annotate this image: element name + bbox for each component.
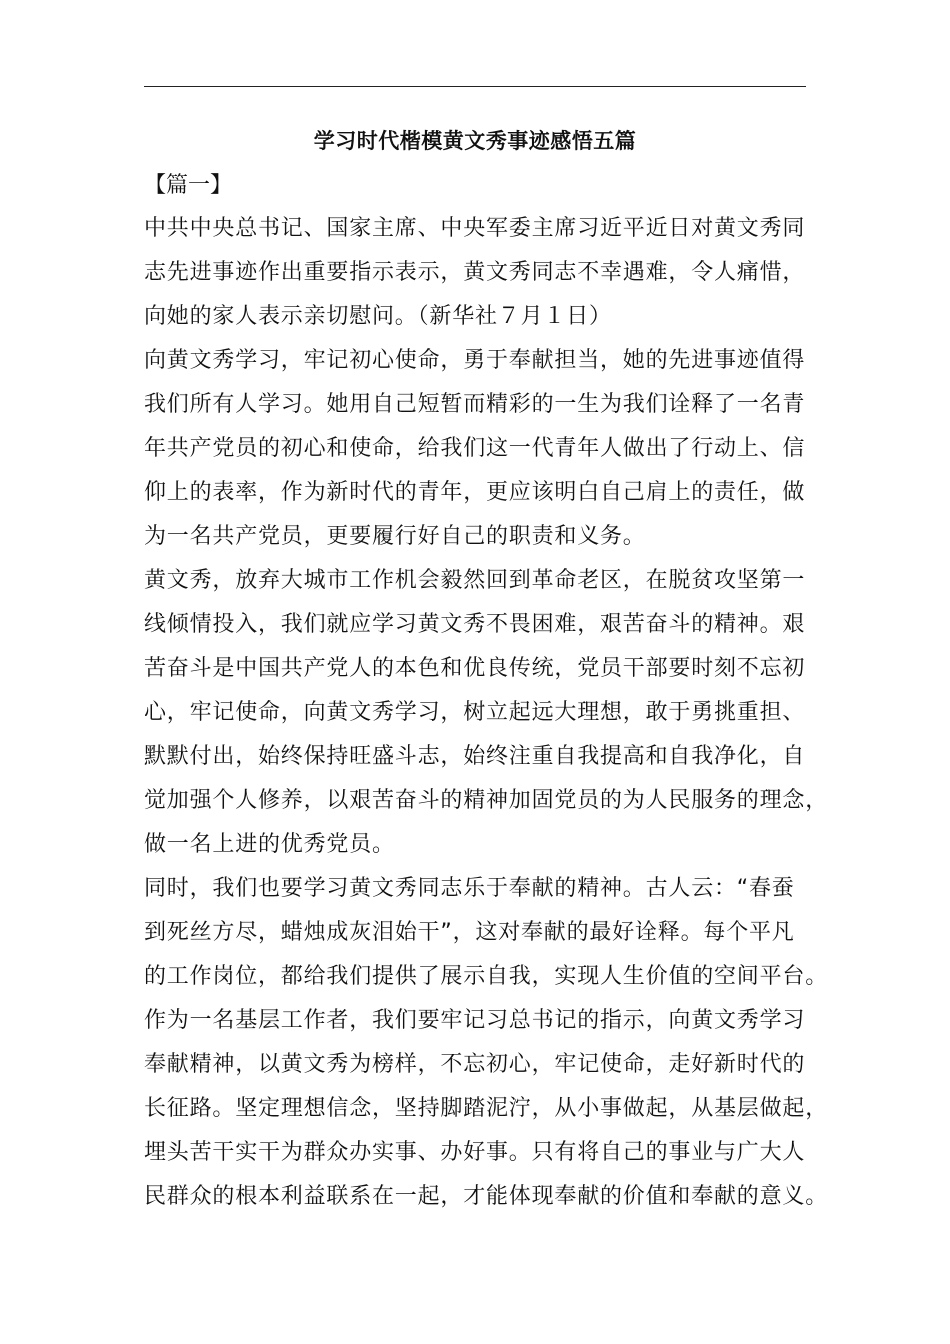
body-line: 年共产党员的初心和使命，给我们这一代青年人做出了行动上、信	[144, 436, 806, 461]
body-line: 长征路。坚定理想信念，坚持脚踏泥泞，从小事做起，从基层做起，	[144, 1096, 829, 1121]
body-line: 的工作岗位，都给我们提供了展示自我，实现人生价值的空间平台。	[144, 964, 829, 989]
body-line: 仰上的表率，作为新时代的青年，更应该明白自己肩上的责任，做	[144, 480, 806, 505]
body-line: 同时，我们也要学习黄文秀同志乐于奉献的精神。古人云：“春蚕	[144, 876, 795, 901]
body-line: 心，牢记使命，向黄文秀学习，树立起远大理想，敢于勇挑重担、	[144, 700, 806, 725]
body-line: 民群众的根本利益联系在一起，才能体现奉献的价值和奉献的意义。	[144, 1184, 829, 1209]
body-line: 黄文秀，放弃大城市工作机会毅然回到革命老区，在脱贫攻坚第一	[144, 568, 806, 593]
body-line: 苦奋斗是中国共产党人的本色和优良传统，党员干部要时刻不忘初	[144, 656, 806, 681]
body-line: 为一名共产党员，更要履行好自己的职责和义务。	[144, 524, 646, 549]
document-title: 学习时代楷模黄文秀事迹感悟五篇	[313, 129, 637, 153]
section-header: 【篇一】	[144, 173, 233, 198]
body-line: 默默付出，始终保持旺盛斗志，始终注重自我提高和自我净化，自	[144, 744, 806, 769]
body-line: 中共中央总书记、国家主席、中央军委主席习近平近日对黄文秀同	[144, 216, 806, 241]
body-line: 到死丝方尽，蜡烛成灰泪始干”，这对奉献的最好诠释。每个平凡	[144, 920, 795, 945]
body-line: 奉献精神，以黄文秀为榜样，不忘初心，牢记使命，走好新时代的	[144, 1052, 806, 1077]
body-line: 埋头苦干实干为群众办实事、办好事。只有将自己的事业与广大人	[144, 1140, 806, 1165]
body-line: 作为一名基层工作者，我们要牢记习总书记的指示，向黄文秀学习	[144, 1008, 806, 1033]
body-line: 向她的家人表示亲切慰问。（新华社７月１日）	[144, 304, 612, 329]
body-line: 我们所有人学习。她用自己短暂而精彩的一生为我们诠释了一名青	[144, 392, 806, 417]
header-rule	[144, 86, 806, 87]
body-line: 线倾情投入，我们就应学习黄文秀不畏困难，艰苦奋斗的精神。艰	[144, 612, 806, 637]
body-line: 向黄文秀学习，牢记初心使命，勇于奉献担当，她的先进事迹值得	[144, 348, 806, 373]
body-line: 志先进事迹作出重要指示表示，黄文秀同志不幸遇难，令人痛惜，	[144, 260, 806, 285]
body-line: 觉加强个人修养，以艰苦奋斗的精神加固党员的为人民服务的理念，	[144, 788, 829, 813]
body-line: 做一名上进的优秀党员。	[144, 832, 395, 857]
